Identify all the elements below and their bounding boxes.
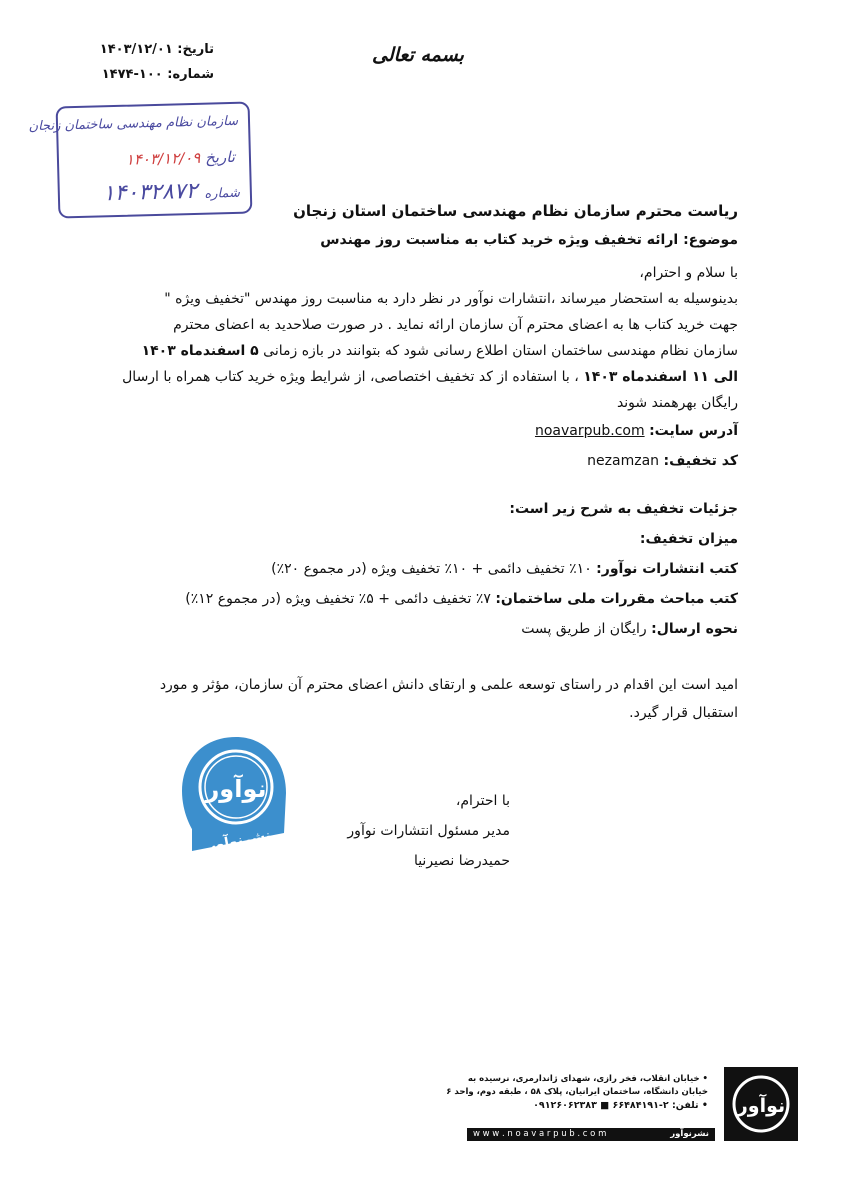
stamp-number-label: شماره <box>204 185 241 202</box>
number-label: شماره: <box>167 67 214 82</box>
footer-web-bar <box>467 1128 715 1141</box>
logo-icon <box>724 1067 798 1141</box>
footer-web[interactable]: w w w . n o a v a r p u b . c o m <box>473 1129 607 1139</box>
received-stamp <box>28 101 253 218</box>
site-link[interactable]: noavarpub.com <box>534 423 645 439</box>
date-value: ۱۴۰۳/۱۲/۰۱ <box>99 42 173 57</box>
letter-number <box>102 67 214 82</box>
date-label: تاریخ: <box>177 42 214 57</box>
stamp-date <box>126 148 236 169</box>
closing-line-1: امید است این اقدام در راستای توسعه علمی و ارتقای دانش اعضای محترم آن سازمان، مؤثر و مورد <box>159 677 738 693</box>
signature-block <box>347 786 510 876</box>
footer-brand: نشرنوآور <box>670 1129 709 1139</box>
stamp-number-value: ۱۴۰۳۲۸۷۲ <box>102 178 198 207</box>
body-line-4-text: ، با استفاده از کد تخفیف اختصاصی، از شرایط ویژه خرید کتاب همراه با ارسال <box>122 369 579 385</box>
footer-address <box>446 1073 708 1112</box>
letter-date <box>100 42 214 57</box>
number-value: ۱۰۰-۱۴۷۴ <box>101 67 163 82</box>
letter-body <box>118 260 738 726</box>
shipping-label: نحوه ارسال: <box>651 621 738 637</box>
details-title: جزئیات تخفیف به شرح زیر است: <box>509 501 738 517</box>
body-line-3 <box>118 338 738 364</box>
closing-line-2: استقبال قرار گیرد. <box>629 705 738 721</box>
footer-address-1: • خیابان انقلاب، فخر رازی، شهدای ژاندارمری، نرسیده به <box>467 1074 708 1084</box>
seal-brand: نوآور <box>205 775 267 803</box>
signature-regards: با احترام، <box>455 793 510 809</box>
publisher-seal <box>178 733 294 857</box>
amount-title: میزان تخفیف: <box>639 531 738 547</box>
subject-line <box>320 232 738 248</box>
end-date: الی ۱۱ اسفندماه ۱۴۰۳ <box>583 369 738 385</box>
footer-address-2: خیابان دانشگاه، ساختمان ایرانیان، پلاک ۵۸ ، طبقه دوم، واحد ۶ <box>446 1087 708 1097</box>
code-value: nezamzan <box>587 453 660 469</box>
body-line-4 <box>118 364 738 390</box>
code-label: کد تخفیف: <box>663 453 738 469</box>
stamp-number <box>103 178 241 207</box>
seal-text: نشرنوآور <box>206 827 273 855</box>
body-line-5: رایگان بهرهمند شوند <box>616 395 738 411</box>
signature-name: حمیدرضا نصیرنیا <box>413 853 510 869</box>
discount-label-1: کتب انتشارات نوآور: <box>596 561 738 577</box>
shipping-row <box>118 616 738 642</box>
discount-text-1: ۱۰٪ تخفیف دائمی + ۱۰٪ تخفیف ویژه (در مجموع ۲۰٪) <box>271 561 592 577</box>
footer-logo-text: نوآور <box>736 1095 786 1117</box>
start-date: ۵ اسفندماه ۱۴۰۳ <box>141 343 259 359</box>
footer-logo <box>724 1067 798 1141</box>
shipping-text: رایگان از طریق پست <box>521 621 647 637</box>
discount-label-2: کتب مباحث مقررات ملی ساختمان: <box>495 591 738 607</box>
site-label: آدرس سایت: <box>649 423 738 439</box>
footer-phone: • تلفن: ۲-۶۶۴۸۴۱۹۱ ■ ۰۹۱۲۶۰۶۲۳۸۳ <box>533 1100 708 1111</box>
body-line-1: بدینوسیله به استحضار میرساند ،انتشارات نوآور در نظر دارد به مناسبت روز مهندس "تخفیف ویژه " <box>164 291 738 307</box>
stamp-date-value: ۱۴۰۳/۱۲/۰۹ <box>125 148 201 169</box>
discount-text-2: ۷٪ تخفیف دائمی + ۵٪ تخفیف ویژه (در مجموع ۱۲٪) <box>185 591 491 607</box>
greeting: با سلام و احترام، <box>639 265 738 281</box>
signature-title: مدیر مسئول انتشارات نوآور <box>347 823 510 839</box>
discount-row-1 <box>118 556 738 582</box>
body-line-3-text: سازمان نظام مهندسی ساختمان استان اطلاع رسانی شود که بتوانند در بازه زمانی <box>263 343 738 359</box>
subject-label: موضوع: <box>683 232 738 248</box>
body-line-2: جهت خرید کتاب ها به اعضای محترم آن سازمان ارائه نماید . در صورت صلاحدید به اعضای محترم <box>173 317 738 333</box>
publisher-seal-graphic <box>178 733 294 857</box>
site-line <box>118 418 738 444</box>
basmala-heading: بسمه تعالی <box>372 44 464 66</box>
subject-text: ارائه تخفیف ویژه خرید کتاب به مناسبت روز مهندس <box>320 232 679 248</box>
stamp-org: سازمان نظام مهندسی ساختمان زنجان <box>28 113 239 135</box>
code-line <box>118 448 738 474</box>
recipient-line: ریاست محترم سازمان نظام مهندسی ساختمان استان زنجان <box>293 202 738 220</box>
discount-row-2 <box>118 586 738 612</box>
stamp-date-label: تاریخ <box>204 147 236 167</box>
